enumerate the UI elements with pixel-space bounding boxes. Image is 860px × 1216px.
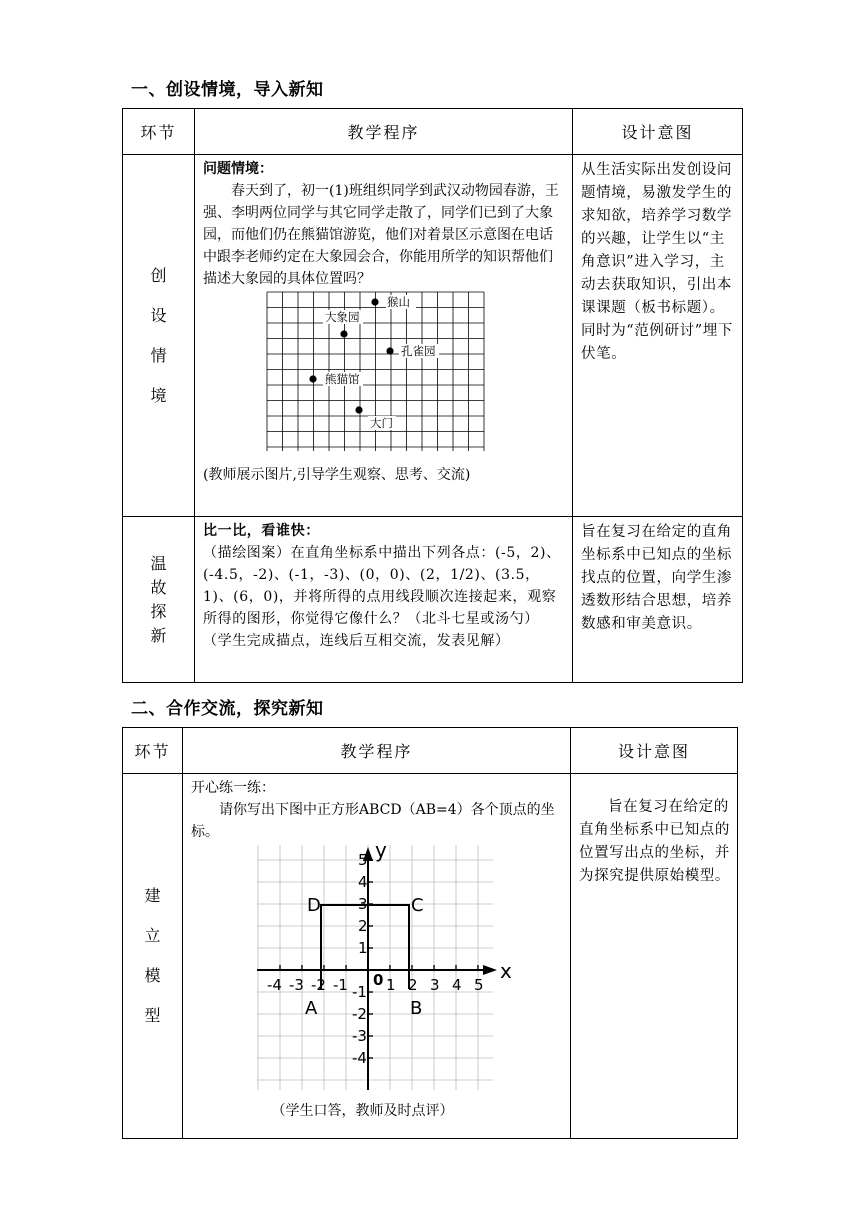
stage-char: 温 bbox=[150, 553, 167, 573]
practice-caption: （学生口答，教师及时点评） bbox=[271, 1103, 454, 1119]
intent-review: 旨在复习在给定的直角坐标系中已知点的坐标找点的位置，向学生渗透数形结合思想，培养数感和审美意识。 bbox=[573, 517, 743, 683]
y-tick-label: 2 bbox=[358, 917, 368, 935]
point-a-label: A bbox=[305, 998, 318, 1019]
elephant-dot bbox=[340, 330, 347, 337]
stage-char: 新 bbox=[150, 625, 167, 645]
x-axis-label: x bbox=[500, 959, 512, 983]
stage-review bbox=[123, 517, 195, 683]
y-tick-label: -4 bbox=[352, 1049, 367, 1067]
stage-char: 型 bbox=[144, 1006, 161, 1025]
stage-char: 故 bbox=[150, 577, 167, 597]
origin-label: 0 bbox=[373, 971, 384, 989]
point-d-label: D bbox=[307, 895, 321, 916]
procedure-scenario bbox=[195, 155, 573, 517]
monkey-dot bbox=[371, 298, 378, 305]
stage-char: 情 bbox=[150, 345, 167, 365]
x-tick-label: 1 bbox=[386, 976, 396, 994]
x-tick-label: 3 bbox=[430, 976, 440, 994]
stage-scenario bbox=[123, 155, 195, 517]
section1-heading: 一、创设情境，导入新知 bbox=[131, 80, 324, 100]
x-tick-label: -4 bbox=[267, 976, 282, 994]
intent-model: 旨在复习在给定的直角坐标系中已知点的位置写出点的坐标，并为探究提供原始模型。 bbox=[571, 774, 738, 1139]
stage-char: 探 bbox=[150, 601, 167, 621]
stage-char: 设 bbox=[150, 305, 167, 325]
peacock-dot bbox=[386, 347, 393, 354]
section1-header-row bbox=[123, 109, 743, 155]
y-tick-label: -3 bbox=[352, 1027, 367, 1045]
practice-label: 开心练一练： bbox=[191, 780, 275, 796]
practice-paragraph: 请你写出下图中正方形ABCD（AB=4）各个顶点的坐标。 bbox=[191, 802, 555, 840]
stage-char: 建 bbox=[144, 886, 161, 905]
review-label: 比一比，看谁快： bbox=[203, 523, 320, 539]
gate-dot bbox=[355, 406, 362, 413]
section2-table bbox=[122, 727, 738, 1139]
point-b-label: B bbox=[410, 998, 423, 1019]
label-panda: 熊猫馆 bbox=[325, 372, 360, 386]
section1-row-review bbox=[123, 517, 743, 683]
header-procedure: 教学程序 bbox=[195, 109, 573, 155]
procedure-model bbox=[183, 774, 571, 1139]
section2-row-model bbox=[123, 774, 738, 1139]
section2-header-row bbox=[123, 728, 738, 774]
coordinate-graph bbox=[257, 845, 537, 1100]
label-gate: 大门 bbox=[370, 416, 393, 430]
header-procedure: 教学程序 bbox=[183, 728, 571, 774]
y-tick-label: -2 bbox=[352, 1005, 367, 1023]
header-stage: 环节 bbox=[123, 109, 195, 155]
x-tick-label: 2 bbox=[408, 976, 418, 994]
x-tick-label: -3 bbox=[289, 976, 304, 994]
stage-char: 立 bbox=[144, 926, 161, 945]
section1-table bbox=[122, 108, 743, 683]
label-elephant: 大象园 bbox=[325, 310, 360, 324]
review-paragraph: （描绘图案）在直角坐标系中描出下列各点：(-5，2)、(-4.5，-2)、(-1，-3)、(0，0)、(2，1/2)、(3.5，1)、(6，0)，并将所得的点用线段顺次连接起来，观察所得的图形，你觉得它像什么？（北斗七星或汤勺） bbox=[203, 545, 561, 627]
y-axis-label: y bbox=[375, 845, 387, 862]
x-tick-label: -1 bbox=[333, 976, 348, 994]
stage-char: 模 bbox=[144, 966, 161, 985]
scenario-caption: (教师展示图片,引导学生观察、思考、交流) bbox=[203, 467, 471, 483]
x-tick-label: 4 bbox=[452, 976, 462, 994]
x-tick-label: -2 bbox=[311, 976, 326, 994]
label-monkey: 猴山 bbox=[387, 295, 410, 309]
y-tick-label: 4 bbox=[358, 873, 368, 891]
stage-char: 创 bbox=[150, 265, 167, 285]
review-note: （学生完成描点，连线后互相交流，发表见解） bbox=[203, 633, 510, 649]
point-c-label: C bbox=[411, 895, 424, 916]
stage-model bbox=[123, 774, 183, 1139]
intent-scenario: 从生活实际出发创设问题情境，易激发学生的求知欲，培养学习数学的兴趣，让学生以“主角意识”进入学习，主动去获取知识，引出本课课题（板书标题）。同时为“范例研讨”埋下伏笔。 bbox=[573, 155, 743, 517]
scenario-paragraph: 春天到了，初一(1)班组织同学到武汉动物园春游，王强、李明两位同学与其它同学走散了，同学们已到了大象园，而他们仍在熊猫馆游览，他们对着景区示意图在电话中跟李老师约定在大象园会合，你能用所学的知识帮他们描述大象园的具体位置吗？ bbox=[203, 183, 559, 287]
y-tick-label: 3 bbox=[358, 895, 368, 913]
header-intent: 设计意图 bbox=[573, 109, 743, 155]
panda-dot bbox=[309, 375, 316, 382]
x-arrow-icon bbox=[483, 965, 497, 975]
x-tick-label: 5 bbox=[474, 976, 484, 994]
stage-char: 境 bbox=[150, 385, 167, 405]
zoo-map bbox=[265, 290, 485, 458]
header-intent: 设计意图 bbox=[571, 728, 738, 774]
y-tick-label: 1 bbox=[358, 939, 368, 957]
label-peacock: 孔雀园 bbox=[401, 344, 436, 358]
y-tick-label: 5 bbox=[358, 851, 368, 869]
procedure-review bbox=[195, 517, 573, 683]
header-stage: 环节 bbox=[123, 728, 183, 774]
section1-row-scenario bbox=[123, 155, 743, 517]
section2-heading: 二、合作交流，探究新知 bbox=[131, 699, 324, 719]
scenario-label: 问题情境： bbox=[203, 161, 273, 177]
y-tick-label: -1 bbox=[352, 983, 367, 1001]
